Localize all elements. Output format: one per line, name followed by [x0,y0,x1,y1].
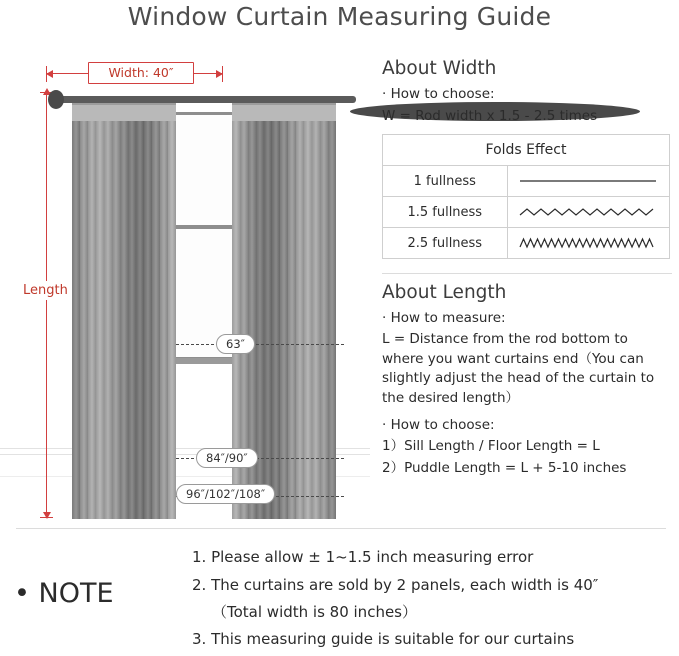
length-label: Length [23,283,68,298]
note-item-3: 3. This measuring guide is suitable for our curtains [192,630,575,648]
length-choice-2: 2）Puddle Length = L + 5-10 inches [382,459,627,476]
curtain-pleat [312,103,320,519]
curtain-pleat [264,103,272,519]
curtain-pleat [96,103,104,519]
table-row [383,166,670,197]
tight-zigzag-icon [518,235,658,251]
curtain-pleat [120,103,128,519]
width-tick-left [46,66,47,82]
note-label: • NOTE [14,578,114,609]
curtain-pleat [304,103,312,519]
curtain-pleat [320,103,328,519]
width-tick-right [222,66,223,82]
fullness-label-3: 2.5 fullness [383,228,508,259]
flat-line-icon [518,173,658,189]
curtain-pleat [280,103,288,519]
rod-finial-left [48,90,64,109]
wide-zigzag-icon [518,204,658,220]
width-how-to-choose-label: · How to choose: [382,86,495,102]
folds-table-header: Folds Effect [383,135,670,166]
length-how-to-measure-label: · How to measure: [382,310,506,326]
length-how-to-choose-label: · How to choose: [382,417,495,433]
curtain-pleat [88,103,96,519]
puddle-length-bubble: 96″/102″/108″ [176,484,275,504]
curtain-pleat [128,103,136,519]
fullness-label-1: 1 fullness [383,166,508,197]
curtain-pleat [328,103,336,519]
note-item-1: 1. Please allow ± 1~1.5 inch measuring error [192,548,534,566]
note-divider [16,528,666,529]
about-length-heading: About Length [382,282,507,303]
fullness-effect-1 [507,166,669,197]
right-column [382,58,672,480]
panel-header-right [232,103,336,121]
curtain-rod [60,96,356,103]
page-title: Window Curtain Measuring Guide [127,2,552,31]
curtain-pleat [272,103,280,519]
curtain-pleat [136,103,144,519]
note-list [192,540,672,656]
table-row [383,228,670,259]
curtain-panel-left [72,103,176,519]
fullness-effect-3 [507,228,669,259]
length-choice-1: 1）Sill Length / Floor Length = L [382,438,600,454]
curtain-pleat [168,103,176,519]
table-row [383,197,670,228]
about-width-heading: About Width [382,58,497,79]
width-label: Width: 40″ [88,62,194,84]
curtain-pleat [152,103,160,519]
sill-measure-line [176,344,344,345]
width-formula: W = Rod width x 1.5 - 2.5 times [382,108,598,124]
fullness-effect-2 [507,197,669,228]
length-how-to-measure-text: L = Distance from the rod bottom to where you want curtains end（You can slightly adjust the head of the curtain to the desired length） [382,331,655,406]
curtain-diagram [0,44,370,524]
note-item-2-sub: （Total width is 80 inches） [212,603,417,621]
width-arrowhead-left [46,70,53,78]
curtain-pleat [112,103,120,519]
length-arrow [46,92,47,517]
curtain-pleat [144,103,152,519]
curtain-pleat [72,103,80,519]
length-tick-bottom [40,517,53,518]
floor-length-bubble: 84″/90″ [196,448,258,468]
note-item-2: 2. The curtains are sold by 2 panels, each width is 40″ [192,576,599,594]
curtain-pleat [296,103,304,519]
panel-header-left [72,103,176,121]
curtain-pleat [160,103,168,519]
curtain-pleat [104,103,112,519]
folds-effect-table [382,134,670,259]
curtain-pleat [288,103,296,519]
fullness-label-2: 1.5 fullness [383,197,508,228]
section-divider [382,273,672,274]
curtain-pleat [80,103,88,519]
sill-length-bubble: 63″ [216,334,255,354]
